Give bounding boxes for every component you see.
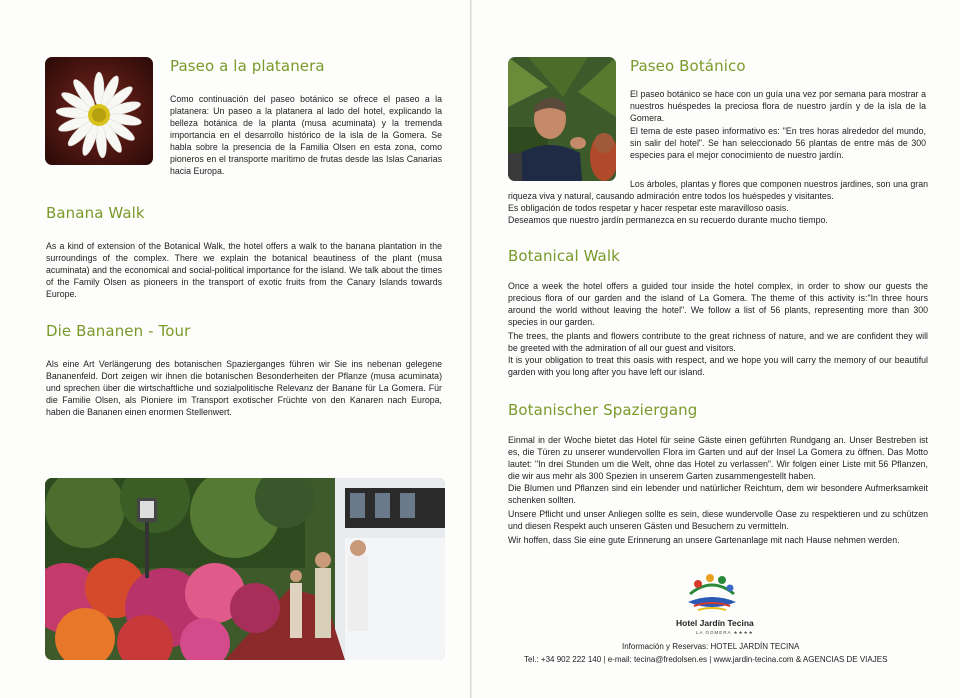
spaziergang-text-4: Wir hoffen, dass Sie eine gute Erinnerung an unsere Gartenanlage mit nach Hause nehmen werden. (508, 535, 900, 545)
spaziergang-text: Einmal in der Woche bietet das Hotel für seine Gäste einen geführten Rundgang an. Unser Bestreben ist es, die Türen zu unserer wundervollen Flora im Garten und auf der Insel La Gomera zu öffnen. Das Motto lautet: "In drei Stunden um die Welt, ohne das Hotel zu verlassen". Wir folgen einer Liste mit 56 Pflanzen, die wir aus mehr als 300 Spezien in unserem Garten zusammengestellt haben. (508, 435, 928, 481)
contact-line: Tel.: +34 902 222 140 | e-mail: tecina@fredolsen.es | www.jardin-tecina.com & AGENCIAS DE VIAJES (524, 655, 888, 664)
paseo-botanico-title: Paseo Botánico (630, 57, 746, 75)
garden-path-photo (45, 478, 445, 660)
reservas-line: Información y Reservas: HOTEL JARDÍN TECINA (622, 642, 800, 651)
spaziergang-title: Botanischer Spaziergang (508, 401, 698, 419)
spaziergang-text-2: Die Blumen und Pflanzen sind ein lebender und natürlicher Reichtum, dem wir besondere Aufmerksamkeit schenken sollten. (508, 483, 928, 505)
paseo-botanico-text: El paseo botánico se hace con un guía una vez por semana para mostrar a nuestros huéspedes la preciosa flora de nuestro jardín y de la isla de la Gomera. (630, 89, 926, 123)
banana-walk-text: As a kind of extension of the Botanical Walk, the hotel offers a walk to the banana plantation in the surroundings of the complex. There we explain the botanical beautiness of the plant (musa acuminata) and the economical and social-political importance for the island. We talk about the times of the Family Olsen as pioneers in the transport of exotic fruits from the Canary Islands towards Europe. (46, 241, 442, 299)
bananen-tour-text: Als eine Art Verlängerung des botanischen Spazierganges führen wir Sie ins nebenan gelegene Bananenfeld. Dort zeigen wir ihnen die botanischen Besonderheiten der Pflanze (musa acuminata) und sprechen über die wirtschaftliche und sozialpolitische Relevanz der Banane für La Gomera. Für die Familie Olsen, als Pioniere im Transport exotischer Früchte von den Kanaren nach Europa, haben die Bananen einen enormen Stellenwert. (46, 359, 442, 417)
daisy-flower-photo (45, 57, 153, 165)
left-page (0, 0, 470, 698)
paseo-botanico-text-2: El tema de este paseo informativo es: "En tres horas alrededor del mundo, sin salir del hotel". Se han seleccionado 56 plantas de entre más de 300 especies para el mejor conocimiento de nuestro jardín. (630, 126, 926, 160)
botanical-walk-text-2: The trees, the plants and flowers contribute to the great richness of nature, and we are confident they will be greeted with the admiration of all our guest and visitors. (508, 331, 928, 353)
spaziergang-text-3: Unsere Pflicht und unser Anliegen sollte es sein, diese wundervolle Oase zu respektieren und zu schützen und diesen Respekt auch unseren Gästen und Besuchern zu vermitteln. (508, 509, 928, 531)
tour-guide-photo (508, 57, 616, 181)
hotel-logo (682, 572, 742, 616)
email-link[interactable]: e-mail: tecina@fredolsen.es (607, 655, 708, 664)
phone-number: Tel.: +34 902 222 140 (524, 655, 602, 664)
paseo-platanera-text: Como continuación del paseo botánico se ofrece el paseo a la platanera: Un paseo a la platanera al lado del hotel, explicando la belleza botánica de la planta (musa acuminata) y la tremenda importancia en el desarrollo histórico de la isla de la Gomera. Se habla sobre la presencia de la Familia Olsen en esta zona, como pioneros en el transporte marítimo de frutas desde las Islas Canarias hacia Europa. (170, 94, 442, 176)
website-link[interactable]: www.jardin-tecina.com & AGENCIAS DE VIAJES (713, 655, 888, 664)
botanical-walk-title: Botanical Walk (508, 247, 620, 265)
paseo-botanico-text-4: Es obligación de todos respetar y hacer respetar este maravilloso oasis. (508, 203, 789, 213)
botanical-walk-text-3: It is your obligation to treat this oasis with respect, and we hope you will carry the memory of our beautiful garden with you long after you have left our island. (508, 355, 928, 377)
banana-walk-title: Banana Walk (46, 204, 145, 222)
hotel-name: Hotel Jardín Tecina (676, 618, 754, 628)
bananen-tour-title: Die Bananen - Tour (46, 322, 191, 340)
right-page (472, 0, 960, 698)
paseo-platanera-title: Paseo a la platanera (170, 57, 325, 75)
botanical-walk-text: Once a week the hotel offers a guided tour inside the hotel complex, in order to show our guests the precious flora of our garden and the island of La Gomera. The theme of this activity is:"In three hours around the world without leaving the hotel". We follow a list of 56 plants, representing more than 300 species in our garden. (508, 281, 928, 327)
paseo-botanico-text-5: Deseamos que nuestro jardín permanezca en su recuerdo durante mucho tiempo. (508, 215, 828, 225)
hotel-location: LA GOMERA ★★★★ (696, 630, 754, 635)
paseo-botanico-text-3: Los árboles, plantas y flores que componen nuestros jardines, son una gran riqueza viva y natural, causando admiración entre todos los huéspedes y visitantes. (508, 179, 928, 201)
